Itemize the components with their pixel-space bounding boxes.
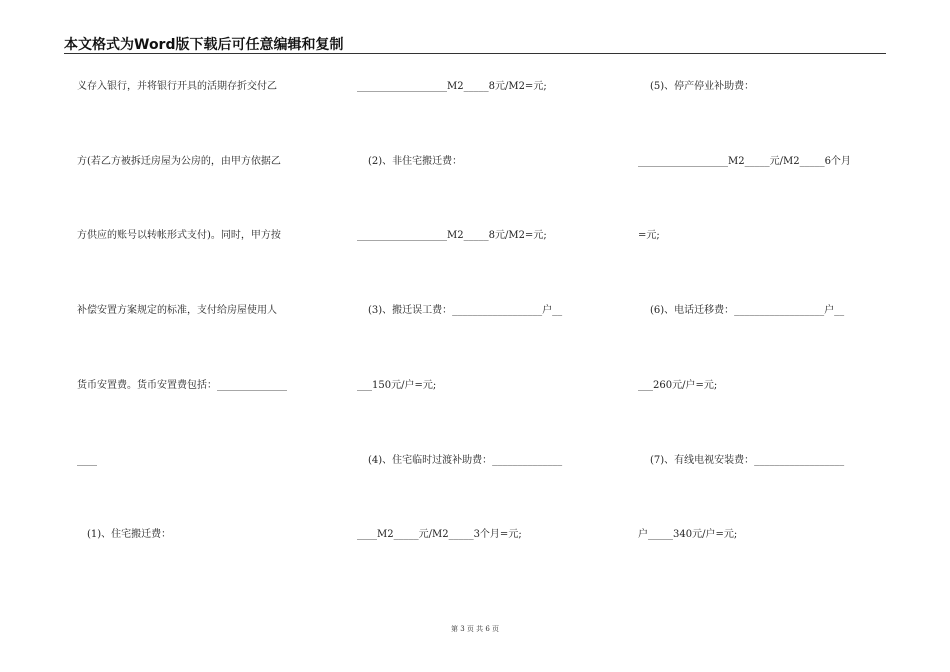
text-line: (4)、住宅临时过渡补助费：______________ [368, 455, 563, 466]
text-line: 户_____340元/户=元; [638, 529, 738, 540]
text-line: ___260元/户=元; [638, 380, 718, 391]
page-header-title: 本文格式为Word版下载后可任意编辑和复制 [64, 37, 344, 53]
page-number-footer: 第 3 页 共 6 页 [450, 625, 500, 633]
text-line: (3)、搬迁误工费：__________________户__ [368, 305, 563, 316]
text-line: =元; [638, 230, 660, 241]
text-line: __________________M2_____元/M2_____6个月 [638, 156, 851, 167]
text-line: (7)、有线电视安装费：__________________ [650, 455, 845, 466]
text-line: 补偿安置方案规定的标准，支付给房屋使用人 [77, 305, 277, 316]
text-line: ____M2_____元/M2_____3个月=元; [357, 529, 522, 540]
text-line: 货币安置费。货币安置费包括：______________ [77, 380, 287, 391]
text-line: 方供应的账号以转帐形式支付)。同时，甲方按 [77, 230, 281, 241]
text-line: (6)、电话迁移费：__________________户__ [650, 305, 845, 316]
text-line: (5)、停产停业补助费： [650, 81, 755, 92]
text-line: __________________M2_____8元/M2=元; [357, 81, 547, 92]
text-line: __________________M2_____8元/M2=元; [357, 230, 547, 241]
text-line: 义存入银行，并将银行开具的活期存折交付乙 [77, 81, 277, 92]
text-line: 方(若乙方被拆迁房屋为公房的，由甲方依据乙 [77, 156, 281, 167]
text-line: ____ [77, 455, 97, 466]
header-divider [64, 53, 886, 54]
text-line: (1)、住宅搬迁费： [87, 529, 172, 540]
text-line: ___150元/户=元; [357, 380, 437, 391]
text-line: (2)、非住宅搬迁费： [368, 156, 463, 167]
